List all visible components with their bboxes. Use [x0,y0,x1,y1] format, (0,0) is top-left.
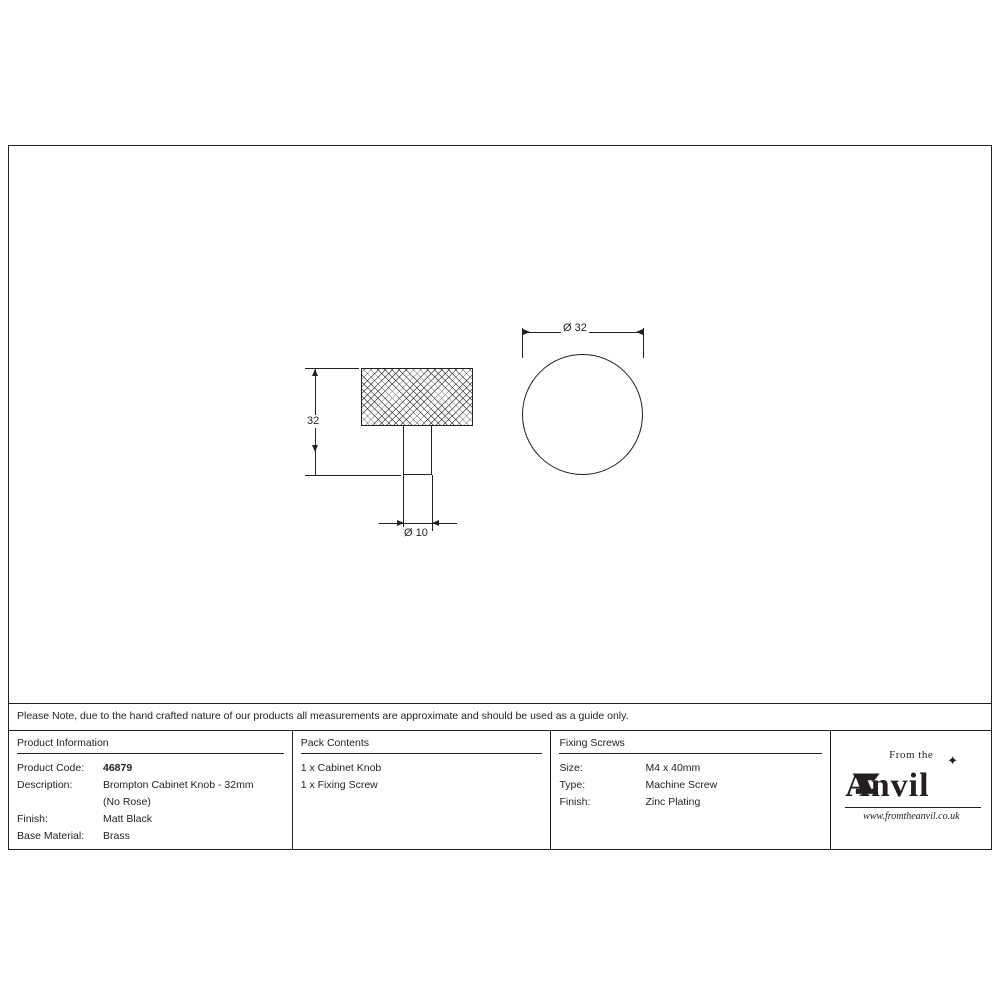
table-row [17,760,286,777]
product-information-rows [17,760,286,845]
pack-contents-heading-rule [301,753,543,754]
row-key: Type: [559,779,586,791]
information-table [9,731,991,849]
logo-divider [845,807,981,808]
pack-contents-column [293,731,552,849]
table-row [559,760,824,777]
row-key: Base Material: [17,830,85,842]
height-arrow-bottom-icon [312,445,318,452]
product-information-heading-rule [17,753,284,754]
row-key: Finish: [17,813,48,825]
stem-arrow-right-icon [432,520,439,526]
row-value: Matt Black [103,813,153,825]
stem-arrow-left-icon [397,520,404,526]
from-the-anvil-logo [843,745,983,835]
height-extension-line-bottom [305,475,401,476]
row-key: Description: [17,779,73,791]
row-key [17,794,103,811]
fixing-screws-heading-rule [559,753,822,754]
table-row [17,828,286,845]
row-value: (No Rose) [103,796,151,808]
table-row [17,777,286,794]
row-key: Product Code: [17,762,85,774]
height-arrow-top-icon [312,369,318,376]
row-value: Brass [103,830,130,842]
logo-from-text: From the [889,749,934,761]
row-value: Zinc Plating [645,796,701,808]
drawing-area [9,146,991,703]
diameter-arrow-left-icon [523,329,530,335]
table-row [559,794,824,811]
stem-dimension-line [379,523,457,524]
height-dimension-label: 32 [307,415,320,427]
knob-head-knurled-side-view [361,368,473,426]
row-value: 46879 [103,762,133,774]
logo-url-text: www.fromtheanvil.co.uk [863,811,960,822]
diameter-arrow-right-icon [636,329,643,335]
fixing-screws-heading: Fixing Screws [559,737,625,749]
knob-front-view-circle [522,354,643,475]
measurement-note-text: Please Note, due to the hand crafted nature of our products all measurements are approximate and should be used as a guide only. [17,710,629,722]
diameter-dimension-label: Ø 32 [563,322,587,334]
table-row [17,811,286,828]
pack-contents-rows [301,760,545,794]
fixing-screws-rows [559,760,824,811]
fixing-screws-column [551,731,831,849]
brand-logo-column [831,731,991,849]
product-information-column [9,731,293,849]
diameter-extension-line-right [643,328,644,358]
table-row [17,794,286,811]
star-icon: ✦ [947,753,959,768]
pack-contents-heading: Pack Contents [300,737,370,749]
list-item: 1 x Cabinet Knob [300,762,382,774]
row-value: M4 x 40mm [645,762,701,774]
row-value: Brompton Cabinet Knob - 32mm [103,779,254,791]
knob-stem-side-view [403,426,432,475]
row-key: Finish: [559,796,591,808]
technical-drawing-sheet [8,145,992,850]
logo-brand-text: Anvil [845,767,930,804]
stem-diameter-label: Ø 10 [404,527,428,539]
row-value: Machine Screw [645,779,718,791]
list-item: 1 x Fixing Screw [300,779,378,791]
table-row [559,777,824,794]
row-key: Size: [559,762,583,774]
measurement-note-bar [9,703,991,731]
product-information-heading: Product Information [17,737,109,749]
